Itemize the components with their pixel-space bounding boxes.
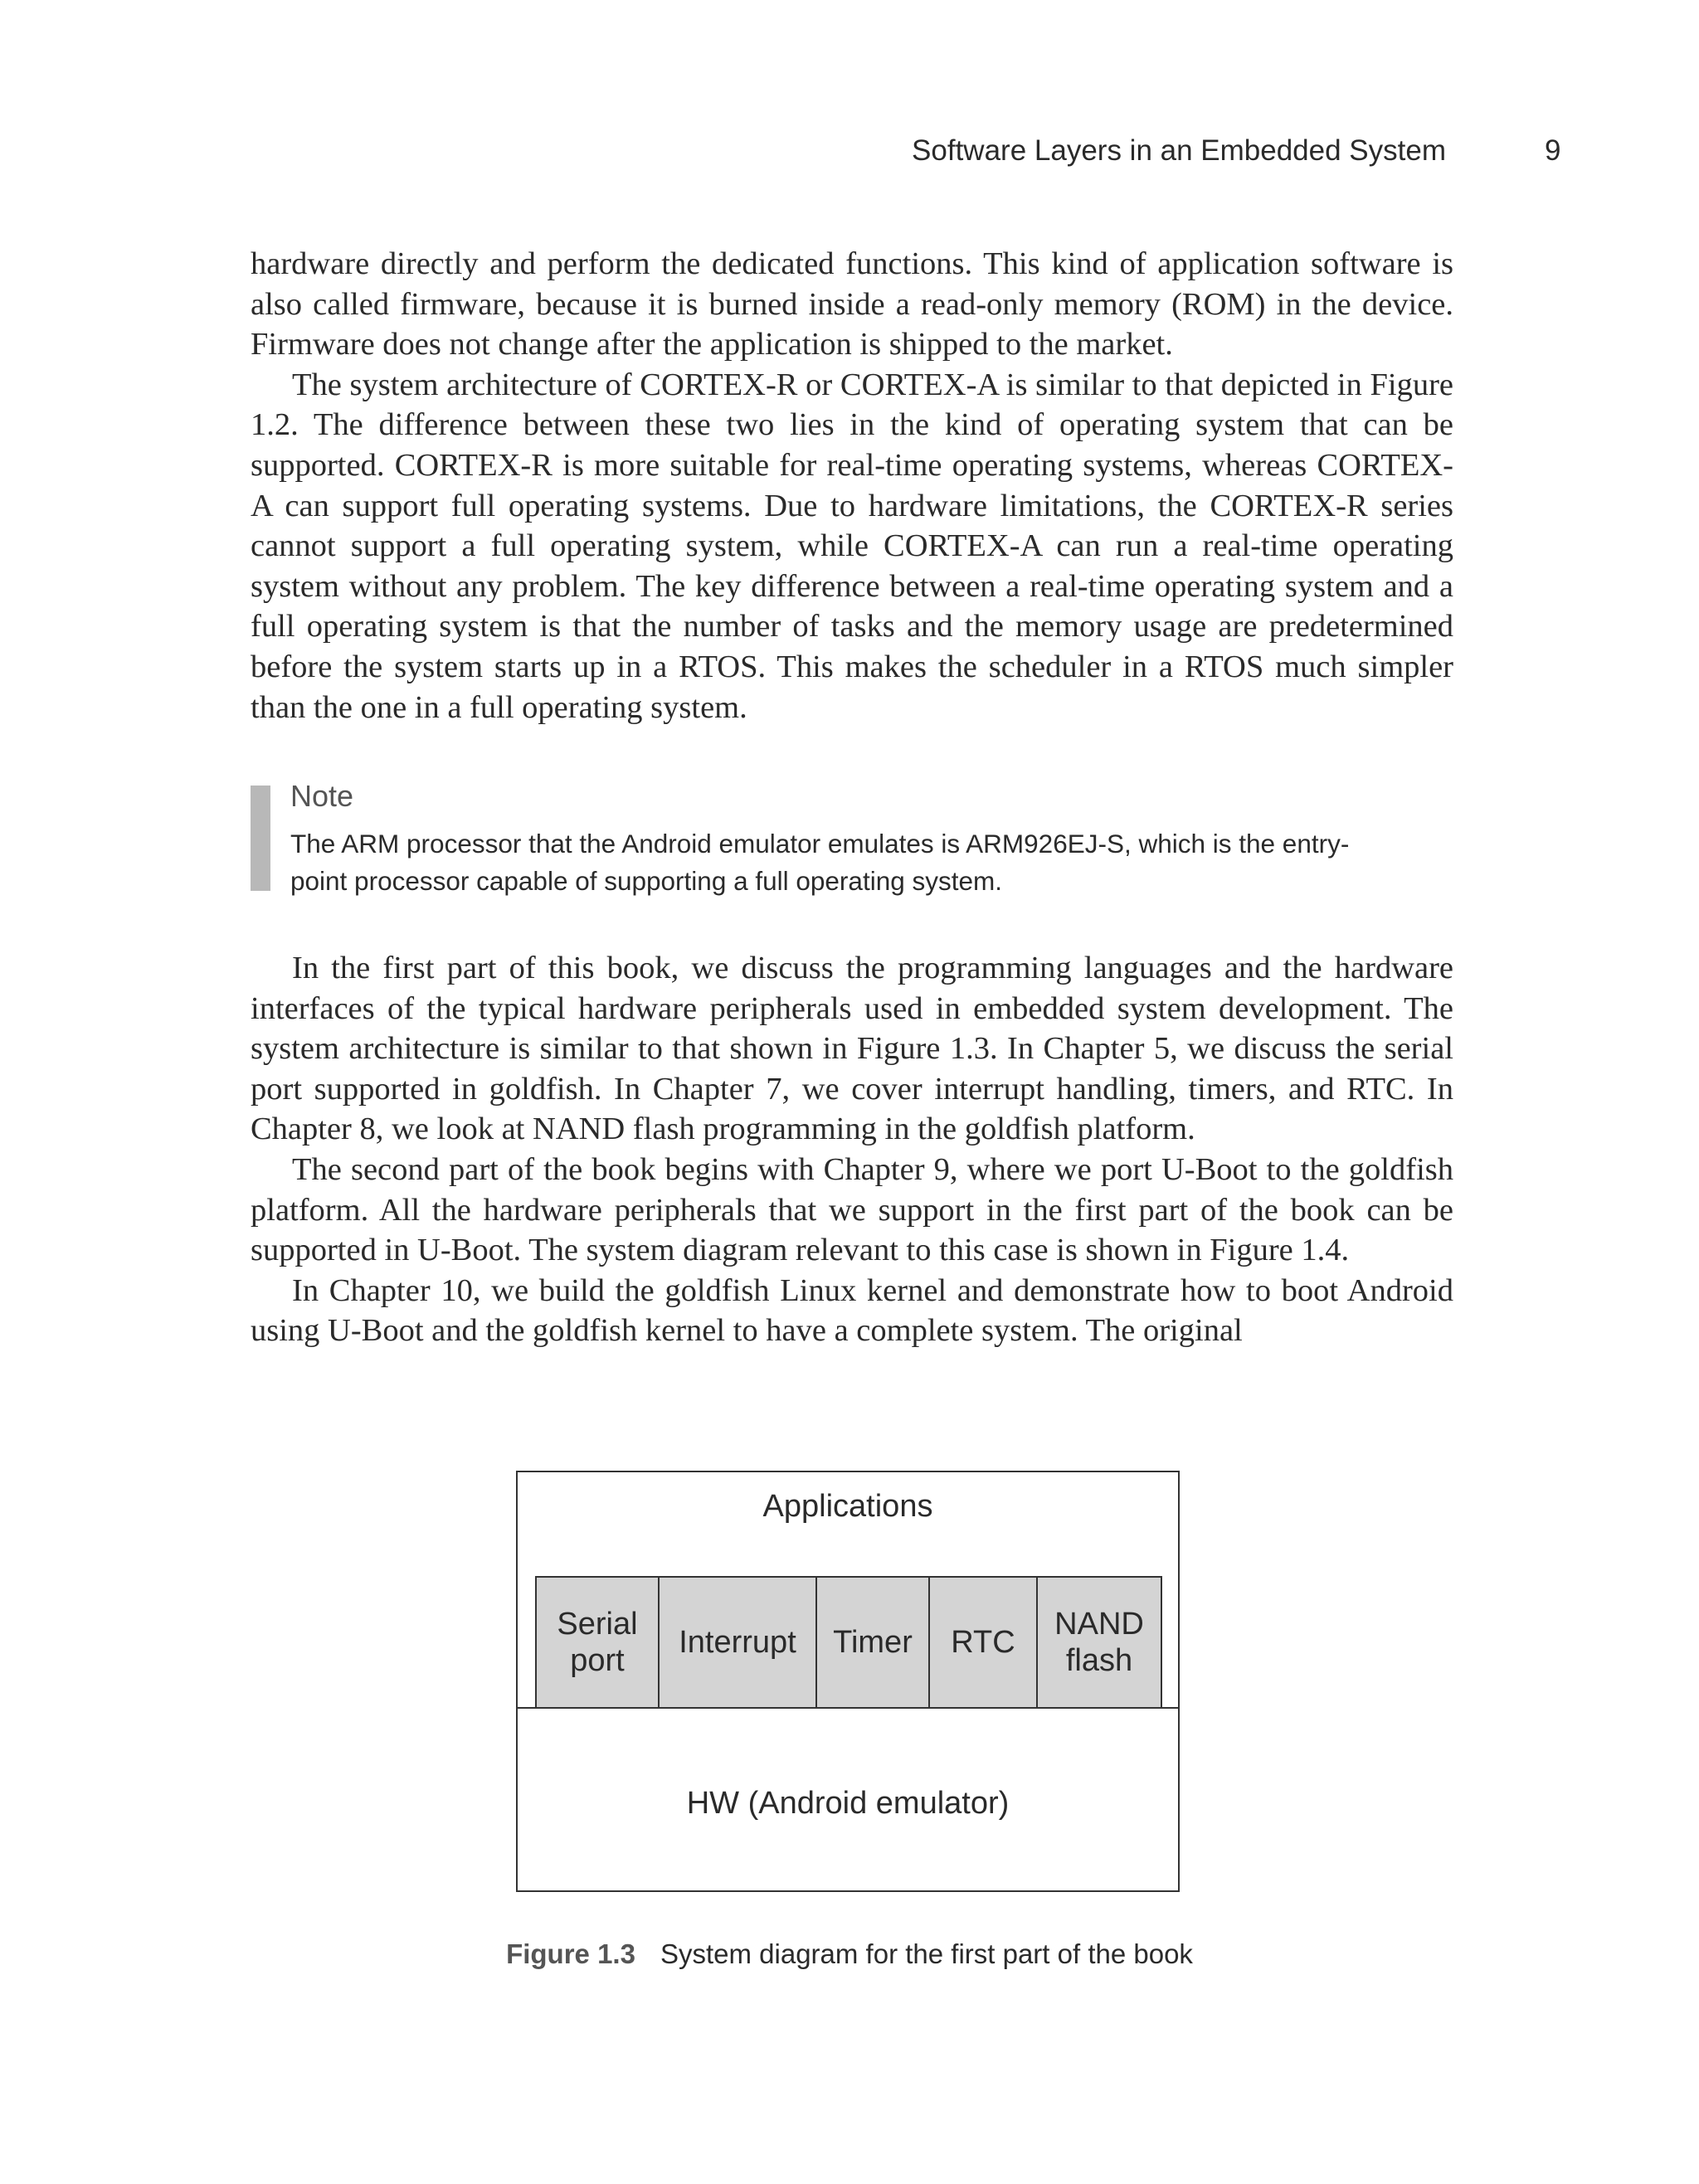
note-title: Note: [290, 779, 354, 813]
paragraph: hardware directly and perform the dedicated functions. This kind of application software is also called firmware, because it is burned inside a read-only memory (ROM) in the device. Firmware does not change after the application is shipped to the market.: [251, 246, 1453, 362]
diagram-hardware-label: HW (Android emulator): [686, 1786, 1010, 1821]
body-text-top: [251, 244, 1453, 727]
diagram-box-rtc: RTC: [930, 1578, 1038, 1707]
diagram-peripheral-row: [535, 1576, 1162, 1709]
diagram-box-nand-flash: NAND flash: [1054, 1607, 1144, 1678]
diagram-box-interrupt: Interrupt: [660, 1578, 817, 1707]
paragraph: The system architecture of CORTEX-R or CORTEX-A is similar to that depicted in Figure 1.2. The difference between these two lies in the kind of operating system that can be supported. CORTEX-R is more suitable for real-time operating systems, whereas CORTEX-A can support full operating systems. Due to hardware limitations, the CORTEX-R series cannot support a full operating system, while CORTEX-A can run a real-time operating system without any problem. The key difference between a real-time operating system and a full operating system is that the number of tasks and the memory usage are predetermined before the system starts up in a RTOS. This makes the scheduler in a RTOS much simpler than the one in a full operating system.: [251, 367, 1453, 725]
page-number: 9: [1545, 134, 1561, 167]
paragraph: The second part of the book begins with Chapter 9, where we port U-Boot to the goldfish platform. All the hardware peripherals that we support in the first part of the book can be supported in U-Boot. The system diagram relevant to this case is shown in Figure 1.4.: [251, 1151, 1453, 1268]
note-box: [251, 779, 1453, 895]
paragraph: In the first part of this book, we discuss the programming languages and the hardware interfaces of the typical hardware peripherals used in embedded system development. The system architecture is similar to that shown in Figure 1.3. In Chapter 5, we discuss the serial port supported in goldfish. In Chapter 7, we cover interrupt handling, timers, and RTC. In Chapter 8, we look at NAND flash programming in the goldfish platform.: [251, 951, 1453, 1147]
diagram-divider: [518, 1707, 1178, 1709]
paragraph: In Chapter 10, we build the goldfish Linux kernel and demonstrate how to boot Android using U-Boot and the goldfish kernel to have a complete system. The original: [251, 1272, 1453, 1349]
note-side-bar: [251, 786, 270, 891]
body-text-bottom: [251, 948, 1453, 1351]
diagram-box-serial-port: Serial port: [537, 1578, 660, 1707]
system-diagram: [516, 1471, 1180, 1892]
figure-caption-text: System diagram for the first part of the book: [660, 1938, 1193, 1969]
diagram-applications-label: Applications: [762, 1489, 933, 1524]
figure-label: Figure 1.3: [506, 1938, 635, 1969]
figure-caption: [0, 1938, 1699, 1970]
note-text: The ARM processor that the Android emulator emulates is ARM926EJ-S, which is the entry-point processor capable of supporting a full operating system.: [290, 829, 1350, 896]
running-head: Software Layers in an Embedded System: [912, 134, 1446, 167]
diagram-box-timer: Timer: [817, 1578, 930, 1707]
